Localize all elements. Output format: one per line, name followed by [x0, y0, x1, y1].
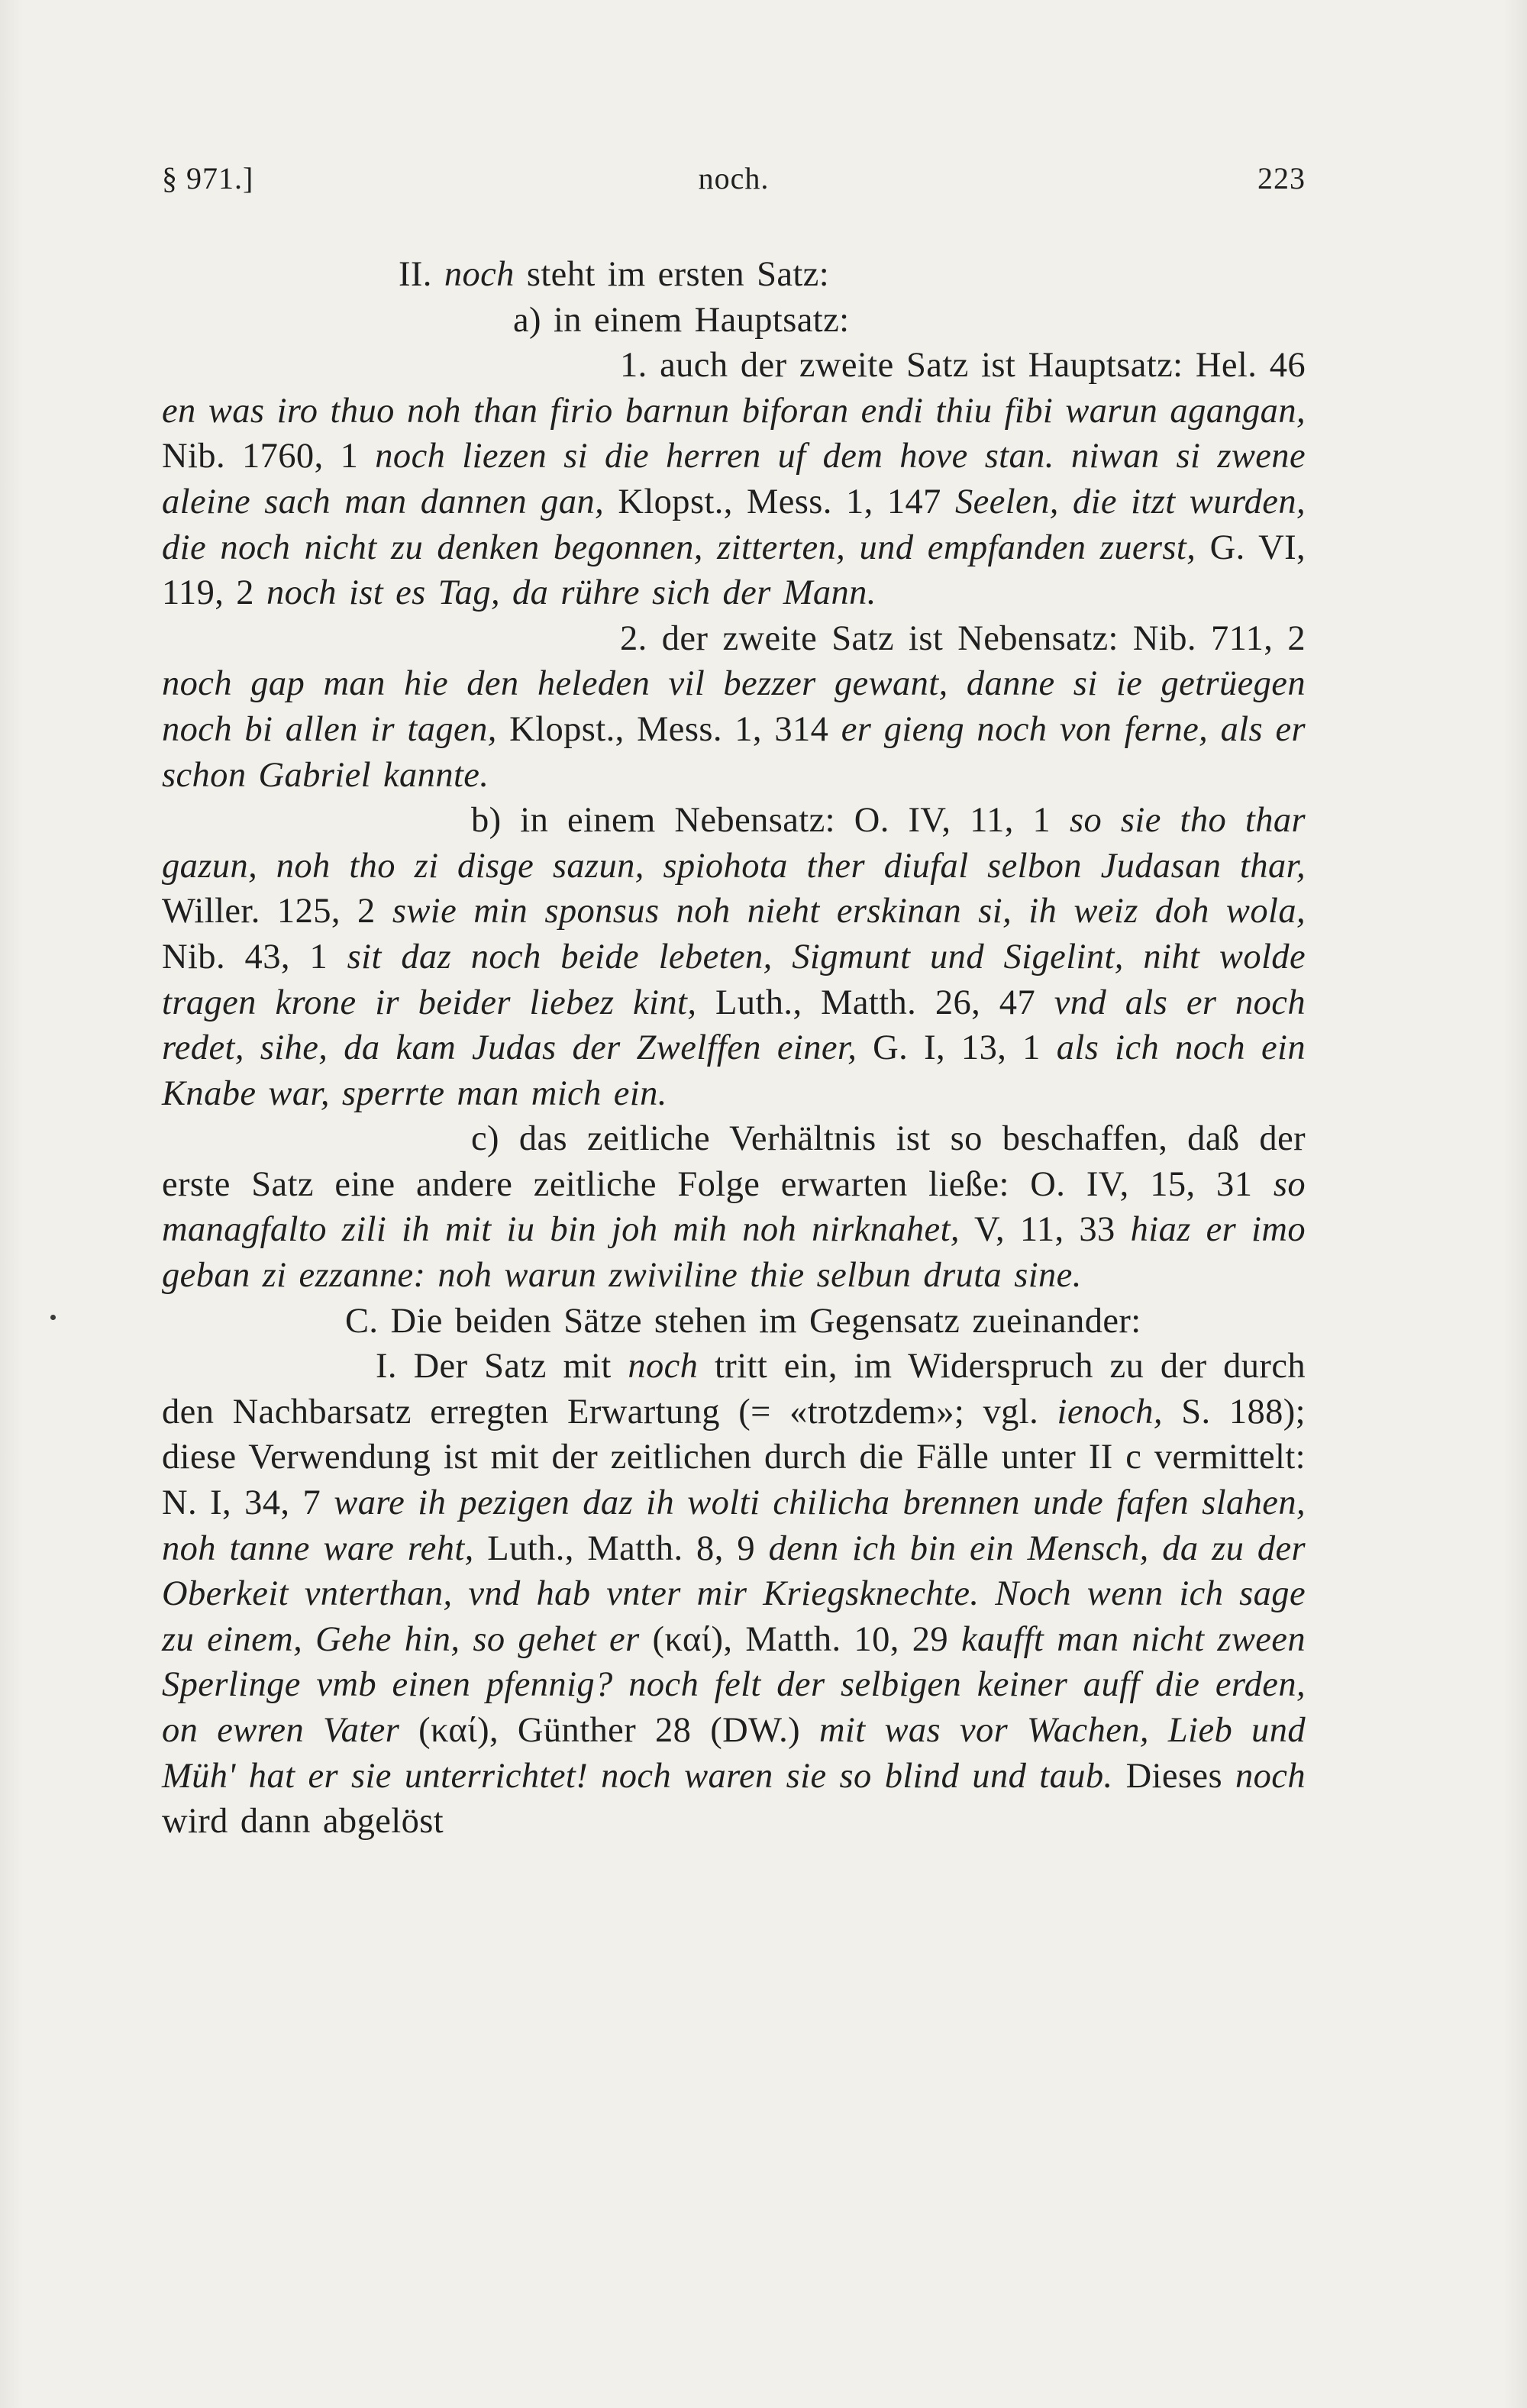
quotation-text: denn ich bin ein Mensch, da zu der Oberkeit vnterthan, vnd hab vnter mir Kriegsknechte. Noch wenn ich sage zu einem, Gehe hin, so gehet er	[162, 1528, 1306, 1659]
prose-text: Luth., Matth. 8, 9	[473, 1528, 769, 1568]
quotation-text: noch	[1235, 1756, 1306, 1796]
prose-text: Nib. 1760, 1	[162, 437, 376, 476]
paragraph-1	[162, 343, 1306, 616]
prose-text: 1. auch der zweite Satz ist Hauptsatz: Hel. 46	[620, 346, 1306, 386]
quotation-text: noch liezen si die herren uf dem hove stan. niwan si zwene aleine sach man dannen gan,	[162, 437, 1306, 521]
quotation-text: vnd als er noch redet, sihe, da kam Judas der Zwelffen einer,	[162, 983, 1306, 1068]
prose-text: C. Die beiden Sätze stehen im Gegensatz zueinander:	[345, 1301, 1141, 1341]
prose-text: wird dann abgelöst	[162, 1802, 444, 1842]
prose-text: 2. der zweite Satz ist Nebensatz: Nib. 711, 2	[620, 618, 1306, 658]
paragraph-a	[162, 298, 1306, 344]
page-number: 223	[1257, 161, 1306, 195]
prose-text: I. Der Satz mit	[376, 1347, 628, 1386]
prose-text: (καί), Matth. 10, 29	[639, 1619, 961, 1659]
quotation-text: als ich noch ein Knabe war, sperrte man mich ein.	[162, 1028, 1306, 1113]
prose-text: Luth., Matth. 26, 47	[696, 983, 1054, 1022]
prose-text: Willer. 125, 2	[162, 892, 392, 931]
quotation-text: kaufft man nicht zween Sperlinge vmb einen pfennig? noch felt der selbigen keiner auff die erden, on ewren Vater	[162, 1619, 1306, 1750]
body-text	[162, 252, 1306, 1845]
running-title: noch.	[698, 161, 770, 195]
quotation-text: Seelen, die itzt wurden, die noch nicht zu denken begonnen, zitterten, und empfanden zuerst,	[162, 482, 1306, 567]
prose-text: (καί), Günther 28 (DW.)	[399, 1711, 819, 1750]
quotation-text: noch	[628, 1347, 699, 1386]
quotation-text: noch ist es Tag, da rühre sich der Mann.	[266, 573, 876, 613]
paragraph-b	[162, 798, 1306, 1116]
prose-text: b) in einem Nebensatz: O. IV, 11, 1	[471, 801, 1070, 841]
prose-text: Klopst., Mess. 1, 314	[496, 709, 841, 749]
section-reference: § 971.]	[162, 161, 254, 195]
quotation-text: swie min sponsus noh nieht erskinan si, ih weiz doh wola,	[392, 892, 1306, 931]
prose-text: Dieses	[1112, 1756, 1235, 1796]
quotation-text: so managfalto zili ih mit iu bin joh mih noh nirknahet,	[162, 1164, 1306, 1250]
quotation-text: ienoch,	[1057, 1392, 1163, 1432]
quotation-text: noch gap man hie den heleden vil bezzer gewant, danne si ie getrüegen noch bi allen ir tagen,	[162, 664, 1306, 749]
prose-text: a) in einem Hauptsatz:	[513, 300, 850, 340]
quotation-text: ware ih pezigen daz ih wolti chilicha brennen unde fafen slahen, noh tanne ware reht,	[162, 1483, 1306, 1568]
quotation-text: er gieng noch von ferne, als er schon Gabriel kannte.	[162, 709, 1306, 795]
prose-text: steht im ersten Satz:	[514, 255, 830, 294]
paragraph-I	[162, 1344, 1306, 1845]
prose-text: Klopst., Mess. 1, 147	[604, 482, 955, 521]
prose-text: tritt ein, im Widerspruch zu der durch den Nachbarsatz erregten Erwartung (= «trotzdem»; vgl.	[162, 1347, 1306, 1432]
quotation-text: en was iro thuo noh than firio barnun biforan endi thiu fibi warun agangan,	[162, 391, 1306, 431]
prose-text: c) das zeitliche Verhältnis ist so beschaffen, daß der erste Satz eine andere zeitliche Folge erwarten ließe: O. IV, 15, 31	[162, 1119, 1306, 1204]
quotation-text: mit was vor Wachen, Lieb und Müh' hat er sie unterrichtet! noch waren sie so blind und taub.	[162, 1711, 1306, 1796]
prose-text: Nib. 43, 1	[162, 937, 347, 976]
prose-text: G. I, 13, 1	[857, 1028, 1057, 1068]
quotation-text: so sie tho thar gazun, noh tho zi disge sazun, spiohota ther diufal selbon Judasan thar,	[162, 801, 1306, 886]
paragraph-c	[162, 1116, 1306, 1298]
margin-speck	[50, 1315, 56, 1320]
paragraph-2	[162, 616, 1306, 798]
quotation-text: hiaz er imo geban zi ezzanne: noh warun zwiviline thie selbun druta sine.	[162, 1210, 1306, 1296]
prose-text: II.	[399, 255, 444, 294]
paragraph-II	[162, 252, 1306, 298]
quotation-text: noch	[444, 255, 515, 294]
paragraph-C	[162, 1299, 1306, 1344]
running-header	[162, 160, 1306, 206]
prose-text: S. 188); diese Verwendung ist mit der zeitlichen durch die Fälle unter II c vermittelt: N. I, 34, 7	[162, 1392, 1306, 1523]
quotation-text: sit daz noch beide lebeten, Sigmunt und Sigelint, niht wolde tragen krone ir beider liebez kint,	[162, 937, 1306, 1022]
prose-text: V, 11, 33	[959, 1210, 1131, 1250]
prose-text: G. VI, 119, 2	[162, 528, 1306, 613]
